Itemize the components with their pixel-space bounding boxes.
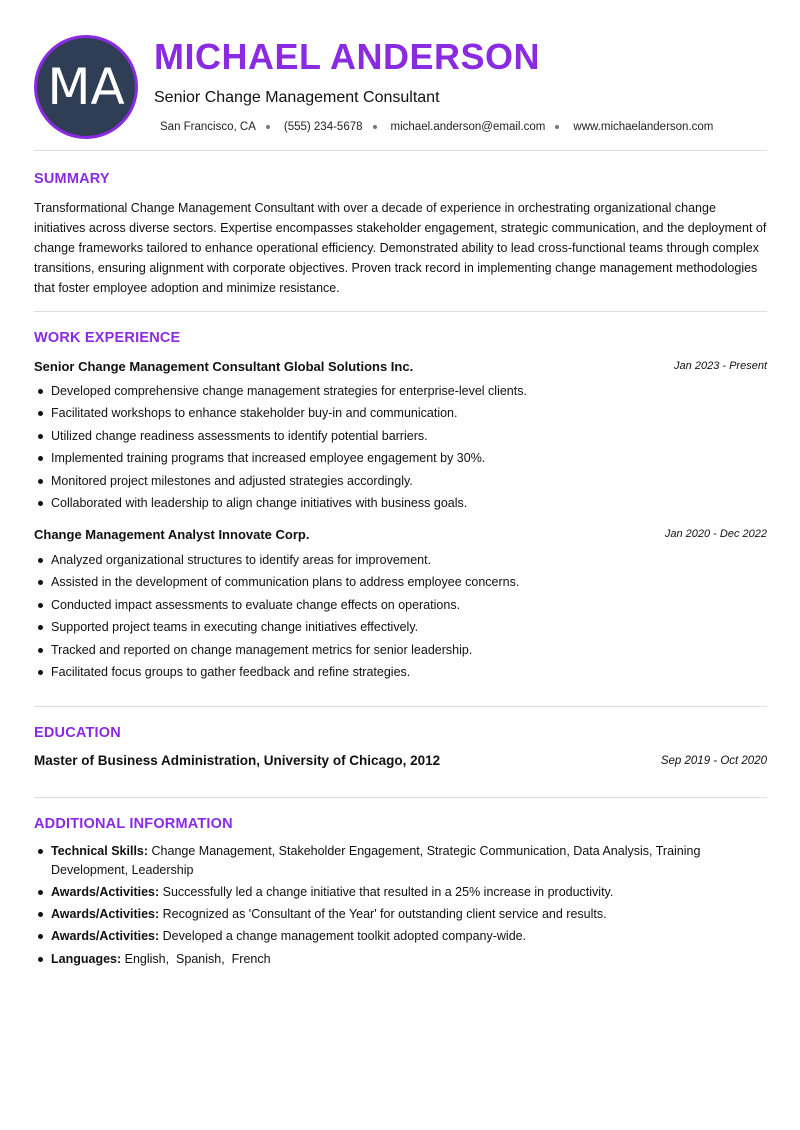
- candidate-name: MICHAEL ANDERSON: [154, 36, 541, 77]
- summary-text: Transformational Change Management Consultant with over a decade of experience in orchestrating organizational change initiatives across diverse sectors. Expertise encompasses stakeholder engagement, strategic communication, and the deployment of change frameworks tailored to enhance operational efficiency. Demonstrated ability to lead cross-functional teams through complex transitions, ensuring alignment with corporate objectives. Proven track record in implementing change management methodologies that foster employee adoption and minimize resistance.: [34, 201, 767, 295]
- list-item: [34, 927, 767, 946]
- list-item: Assisted in the development of communication plans to address employee concerns.: [34, 571, 767, 593]
- list-item: Facilitated workshops to enhance stakeholder buy-in and communication.: [34, 402, 767, 424]
- list-item: Developed comprehensive change management strategies for enterprise-level clients.: [34, 380, 767, 402]
- education-degree: Master of Business Administration, University of Chicago, 2012: [34, 753, 441, 768]
- job-bullets: [34, 549, 767, 683]
- item-label: Languages:: [51, 952, 122, 966]
- divider: [34, 150, 767, 151]
- list-item: Implemented training programs that increased employee engagement by 30%.: [34, 447, 767, 469]
- job-dates: Jan 2020 - Dec 2022: [664, 528, 767, 540]
- item-label: Awards/Activities:: [51, 929, 160, 943]
- contact-email: michael.anderson@email.com: [390, 121, 546, 133]
- list-item: [34, 883, 767, 902]
- list-item: [34, 842, 767, 880]
- list-item: [34, 905, 767, 924]
- avatar-initials: MA: [47, 58, 125, 116]
- job-role: Change Management Analyst Innovate Corp.: [34, 527, 310, 542]
- item-label: Awards/Activities:: [51, 907, 160, 921]
- education-heading: EDUCATION: [34, 725, 121, 741]
- item-text: Recognized as 'Consultant of the Year' for outstanding client service and results.: [162, 907, 607, 921]
- list-item: Utilized change readiness assessments to identify potential barriers.: [34, 425, 767, 447]
- item-label: Awards/Activities:: [51, 885, 160, 899]
- item-text: English, Spanish, French: [124, 952, 271, 966]
- resume-header: [0, 0, 800, 150]
- divider: [34, 706, 767, 707]
- contact-location: San Francisco, CA: [160, 121, 256, 133]
- job-role: Senior Change Management Consultant Global Solutions Inc.: [34, 359, 414, 374]
- contact-info: [160, 121, 713, 133]
- candidate-title: Senior Change Management Consultant: [154, 89, 440, 106]
- experience-heading: WORK EXPERIENCE: [34, 330, 181, 346]
- job-bullets: [34, 380, 767, 514]
- list-item: Facilitated focus groups to gather feedback and refine strategies.: [34, 661, 767, 683]
- contact-phone: (555) 234-5678: [283, 121, 363, 133]
- avatar: [34, 35, 138, 139]
- additional-heading: ADDITIONAL INFORMATION: [34, 816, 233, 832]
- list-item: Analyzed organizational structures to identify areas for improvement.: [34, 549, 767, 571]
- additional-list: [34, 842, 767, 972]
- list-item: Monitored project milestones and adjusted strategies accordingly.: [34, 470, 767, 492]
- job-dates: Jan 2023 - Present: [674, 360, 767, 372]
- job-header: [34, 359, 767, 377]
- divider: [34, 311, 767, 312]
- list-item: Collaborated with leadership to align change initiatives with business goals.: [34, 492, 767, 514]
- education-dates: Sep 2019 - Oct 2020: [660, 755, 767, 767]
- contact-website: www.michaelanderson.com: [573, 121, 714, 133]
- item-text: Developed a change management toolkit adopted company-wide.: [162, 929, 527, 943]
- list-item: Conducted impact assessments to evaluate change effects on operations.: [34, 594, 767, 616]
- list-item: [34, 950, 767, 969]
- education-entry: [34, 753, 767, 771]
- list-item: Supported project teams in executing change initiatives effectively.: [34, 616, 767, 638]
- job-header: [34, 527, 767, 545]
- separator-dot: [266, 125, 270, 129]
- item-label: Technical Skills:: [51, 844, 149, 858]
- summary-heading: SUMMARY: [34, 171, 110, 187]
- divider: [34, 797, 767, 798]
- separator-dot: [555, 125, 559, 129]
- list-item: Tracked and reported on change management metrics for senior leadership.: [34, 639, 767, 661]
- separator-dot: [373, 125, 377, 129]
- item-text: Successfully led a change initiative that resulted in a 25% increase in productivity.: [162, 885, 614, 899]
- item-text: Change Management, Stakeholder Engagement, Strategic Communication, Data Analysis, Training Development, Leadership: [51, 844, 701, 877]
